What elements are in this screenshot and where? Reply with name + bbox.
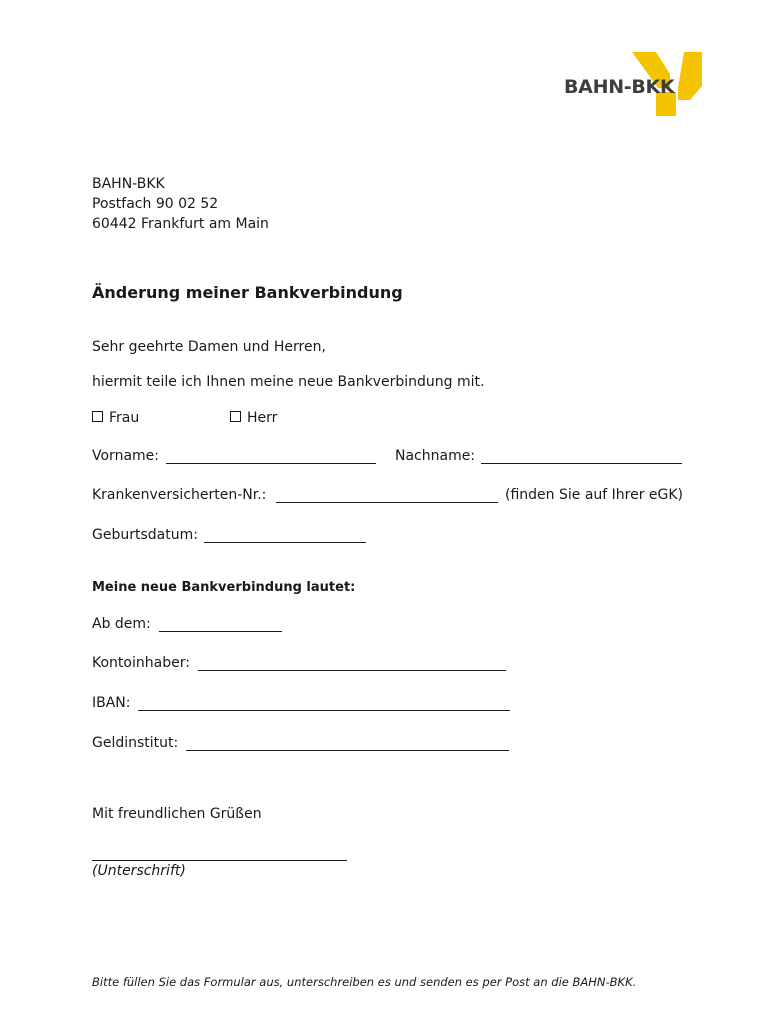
address-line-3: 60442 Frankfurt am Main xyxy=(92,216,269,232)
iban-label: IBAN: xyxy=(92,695,131,711)
address-line-2: Postfach 90 02 52 xyxy=(92,196,219,212)
bank-section-heading: Meine neue Bankverbindung lautet: xyxy=(92,580,356,595)
signature-label: (Unterschrift) xyxy=(92,863,186,879)
valid-from-label: Ab dem: xyxy=(92,616,151,632)
iban-field[interactable] xyxy=(138,710,510,711)
firstname-label: Vorname: xyxy=(92,448,159,464)
checkbox-frau[interactable] xyxy=(92,410,139,426)
birthdate-field[interactable] xyxy=(204,542,366,543)
logo-text: BAHN-BKK xyxy=(564,76,675,98)
recipient-address xyxy=(92,174,269,234)
account-holder-label: Kontoinhaber: xyxy=(92,655,190,671)
valid-from-field[interactable] xyxy=(159,631,282,632)
bank-institute-field[interactable] xyxy=(186,750,509,751)
address-line-1: BAHN-BKK xyxy=(92,176,165,192)
birthdate-label: Geburtsdatum: xyxy=(92,527,198,543)
insurance-number-field[interactable] xyxy=(276,502,498,503)
closing: Mit freundlichen Grüßen xyxy=(92,806,262,822)
firstname-field[interactable] xyxy=(166,463,376,464)
lastname-field[interactable] xyxy=(481,463,682,464)
checkbox-herr-label: Herr xyxy=(247,410,278,426)
checkbox-icon[interactable] xyxy=(92,411,103,422)
insurance-number-label: Krankenversicherten-Nr.: xyxy=(92,487,267,503)
checkbox-icon[interactable] xyxy=(230,411,241,422)
insurance-number-hint: (finden Sie auf Ihrer eGK) xyxy=(505,487,684,503)
lastname-label: Nachname: xyxy=(395,448,476,464)
signature-field[interactable] xyxy=(92,860,347,861)
intro-text: hiermit teile ich Ihnen meine neue Bankverbindung mit. xyxy=(92,374,485,390)
page-title: Änderung meiner Bankverbindung xyxy=(92,283,403,302)
bank-institute-label: Geldinstitut: xyxy=(92,735,179,751)
footer-instructions: Bitte füllen Sie das Formular aus, unterschreiben es und senden es per Post an die BAHN-BKK. xyxy=(92,975,637,989)
checkbox-herr[interactable] xyxy=(230,410,277,426)
checkbox-frau-label: Frau xyxy=(109,410,140,426)
salutation: Sehr geehrte Damen und Herren, xyxy=(92,339,326,355)
bahn-bkk-logo xyxy=(560,52,702,118)
account-holder-field[interactable] xyxy=(198,670,506,671)
